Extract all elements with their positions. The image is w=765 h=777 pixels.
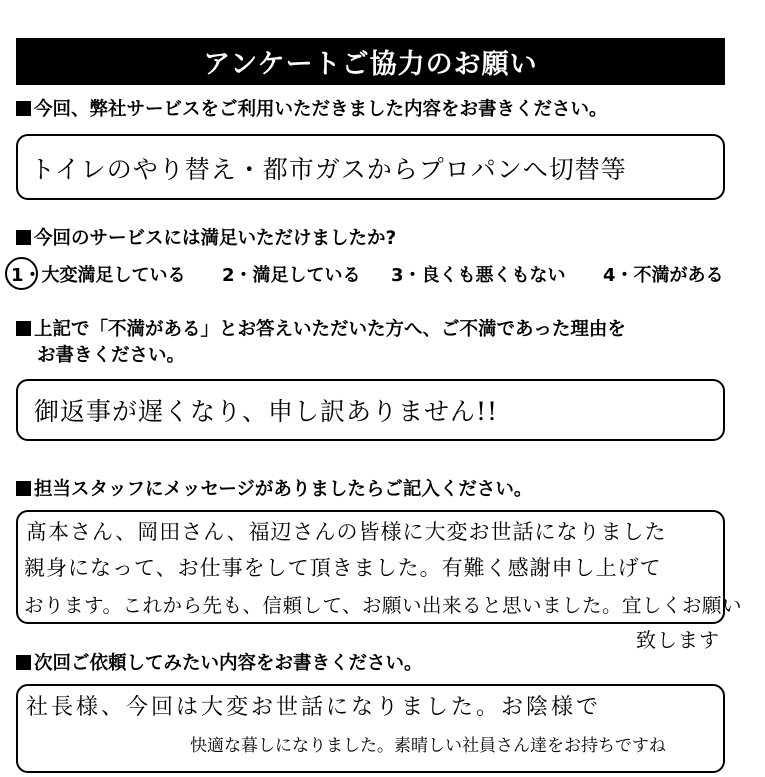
option-3[interactable]: 3・良くも悪くもない [391, 265, 566, 286]
square-bullet-icon [16, 101, 31, 116]
square-bullet-icon [16, 655, 31, 670]
question-4 [16, 478, 532, 502]
question-3 [16, 318, 626, 342]
answer-4-line-4: 致します [636, 628, 720, 652]
square-bullet-icon [16, 321, 31, 336]
question-3-label-line2: お書きください。 [37, 345, 186, 366]
option-1[interactable]: 1・大変満足している [11, 265, 186, 286]
answer-3-text: 御返事が遅くなり、申し訳ありません!! [34, 397, 499, 426]
question-2 [16, 227, 396, 251]
question-3-label-line1: 上記で「不満がある」とお答えいただいた方へ、ご不満であった理由を [34, 319, 626, 340]
question-1 [16, 98, 608, 122]
question-5-label: 次回ご依頼してみたい内容をお書きください。 [34, 653, 423, 674]
option-2[interactable]: 2・満足している [222, 265, 361, 286]
answer-5-line-1: 社長様、今回は大変お世話になりました。お陰様で [26, 695, 602, 720]
option-4[interactable]: 4・不満がある [603, 265, 724, 286]
question-2-label: 今回のサービスには満足いただけましたか? [34, 228, 397, 249]
question-1-label: 今回、弊社サービスをご利用いただきました内容をお書きください。 [34, 99, 608, 120]
question-3-line2 [37, 344, 185, 368]
answer-4-line-3: おります。これから先も、信頼して、お願い出来ると思いました。宜しくお願い [24, 594, 743, 617]
survey-title: アンケートご協力のお願い [203, 49, 538, 80]
square-bullet-icon [16, 481, 31, 496]
survey-title-banner [16, 38, 725, 85]
question-5 [16, 652, 423, 676]
answer-4-line-2: 親身になって、お仕事をして頂きました。有難く感謝申し上げて [24, 556, 662, 580]
answer-5-line-2: 快適な暮しになりました。素晴しい社員さん達をお持ちですね [190, 736, 666, 756]
answer-1-text: トイレのやり替え・都市ガスからプロパンへ切替等 [30, 155, 627, 184]
answer-4-line-1: 髙本さん、岡田さん、福辺さんの皆様に大変お世話になりました [26, 520, 667, 544]
question-4-label: 担当スタッフにメッセージがありましたらご記入ください。 [34, 479, 533, 500]
square-bullet-icon [16, 230, 31, 245]
